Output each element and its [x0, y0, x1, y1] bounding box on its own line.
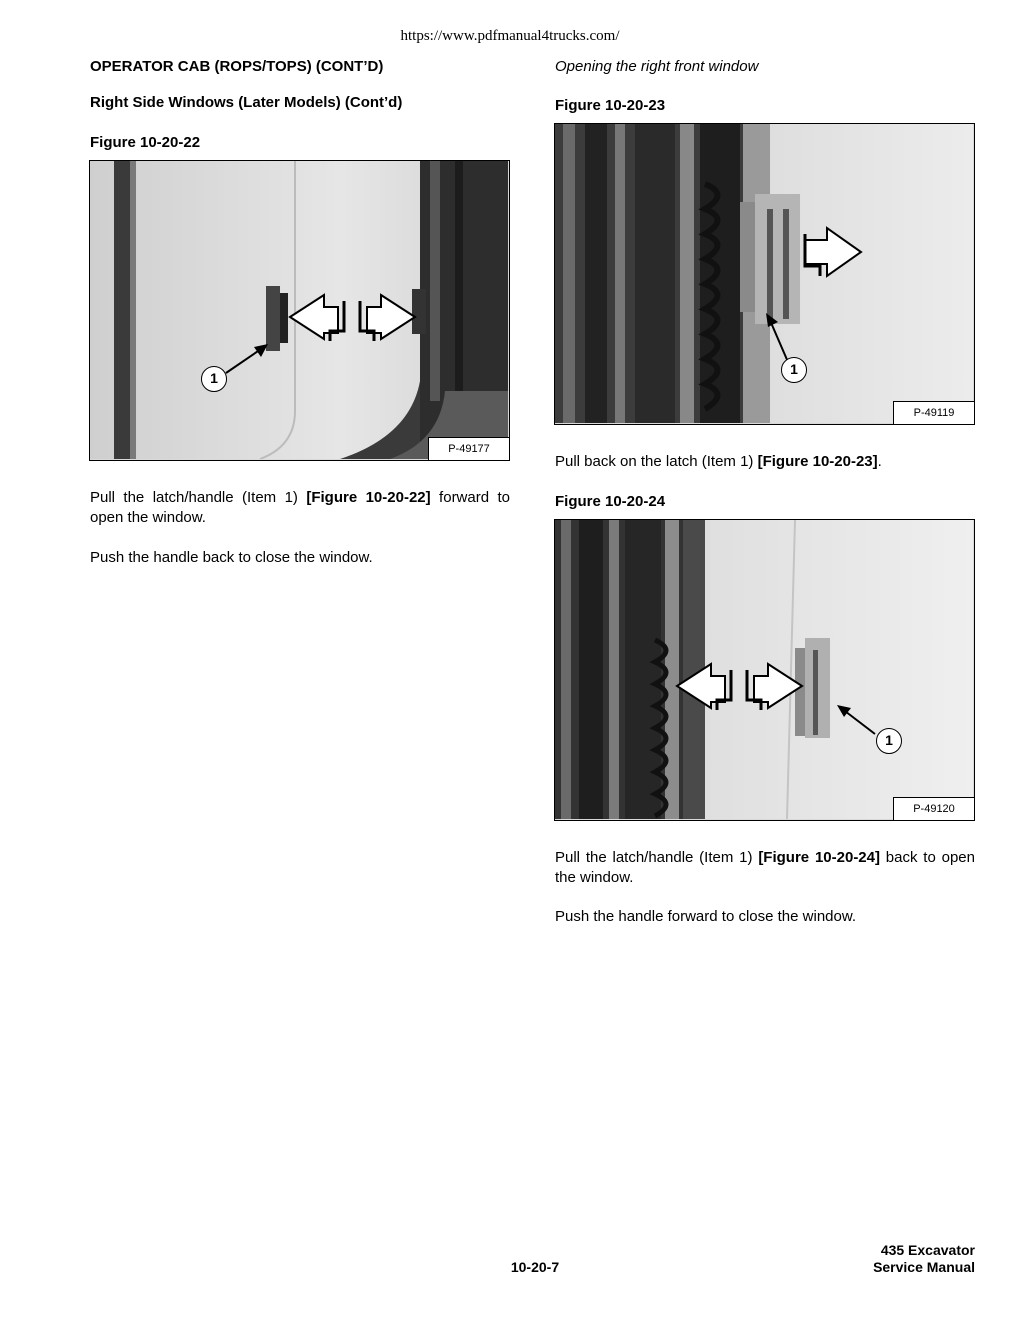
- right-paragraph-3: Push the handle forward to close the window.: [555, 908, 857, 925]
- photo-code: P-49177: [428, 437, 509, 460]
- left-paragraph-2: Push the handle back to close the window.: [90, 549, 373, 566]
- window-latch-photo-illustration: [555, 520, 973, 819]
- figure-ref-10-20-22[interactable]: [Figure 10-20-22]: [306, 489, 431, 506]
- figure-ref-10-20-23[interactable]: [Figure 10-20-23]: [757, 453, 878, 470]
- procedure-subtitle: Opening the right front window: [555, 58, 759, 75]
- callout-item-1: 1: [201, 366, 227, 392]
- figure-10-20-24-photo: [554, 519, 975, 821]
- callout-item-1: 1: [876, 728, 902, 754]
- section-title: OPERATOR CAB (ROPS/TOPS) (CONT’D): [90, 58, 384, 75]
- figure-ref-10-20-24[interactable]: [Figure 10-20-24]: [758, 849, 880, 866]
- photo-code: P-49119: [893, 401, 974, 424]
- figure-10-20-22-photo: [89, 160, 510, 461]
- subsection-title: Right Side Windows (Later Models) (Cont’d): [90, 94, 403, 111]
- left-paragraph-1: Pull the latch/handle (Item 1) [Figure 10-20-22] forward to open the window.: [90, 489, 510, 526]
- right-paragraph-1: Pull back on the latch (Item 1) [Figure 10-20-23].: [555, 453, 882, 470]
- window-latch-photo-illustration: [90, 161, 508, 459]
- footer-model: 435 Excavator: [880, 1242, 975, 1258]
- source-url[interactable]: https://www.pdfmanual4trucks.com/: [400, 28, 620, 44]
- figure-10-20-23-photo: [554, 123, 975, 425]
- right-paragraph-2: Pull the latch/handle (Item 1) [Figure 10-20-24] back to open the window.: [555, 849, 975, 886]
- figure-label-10-20-24: Figure 10-20-24: [555, 493, 666, 510]
- footer-manual: Service Manual: [873, 1259, 975, 1275]
- callout-item-1: 1: [781, 357, 807, 383]
- window-latch-photo-illustration: [555, 124, 973, 423]
- figure-label-10-20-23: Figure 10-20-23: [555, 97, 666, 114]
- page-number: 10-20-7: [510, 1259, 560, 1275]
- figure-label-10-20-22: Figure 10-20-22: [90, 134, 201, 151]
- photo-code: P-49120: [893, 797, 974, 820]
